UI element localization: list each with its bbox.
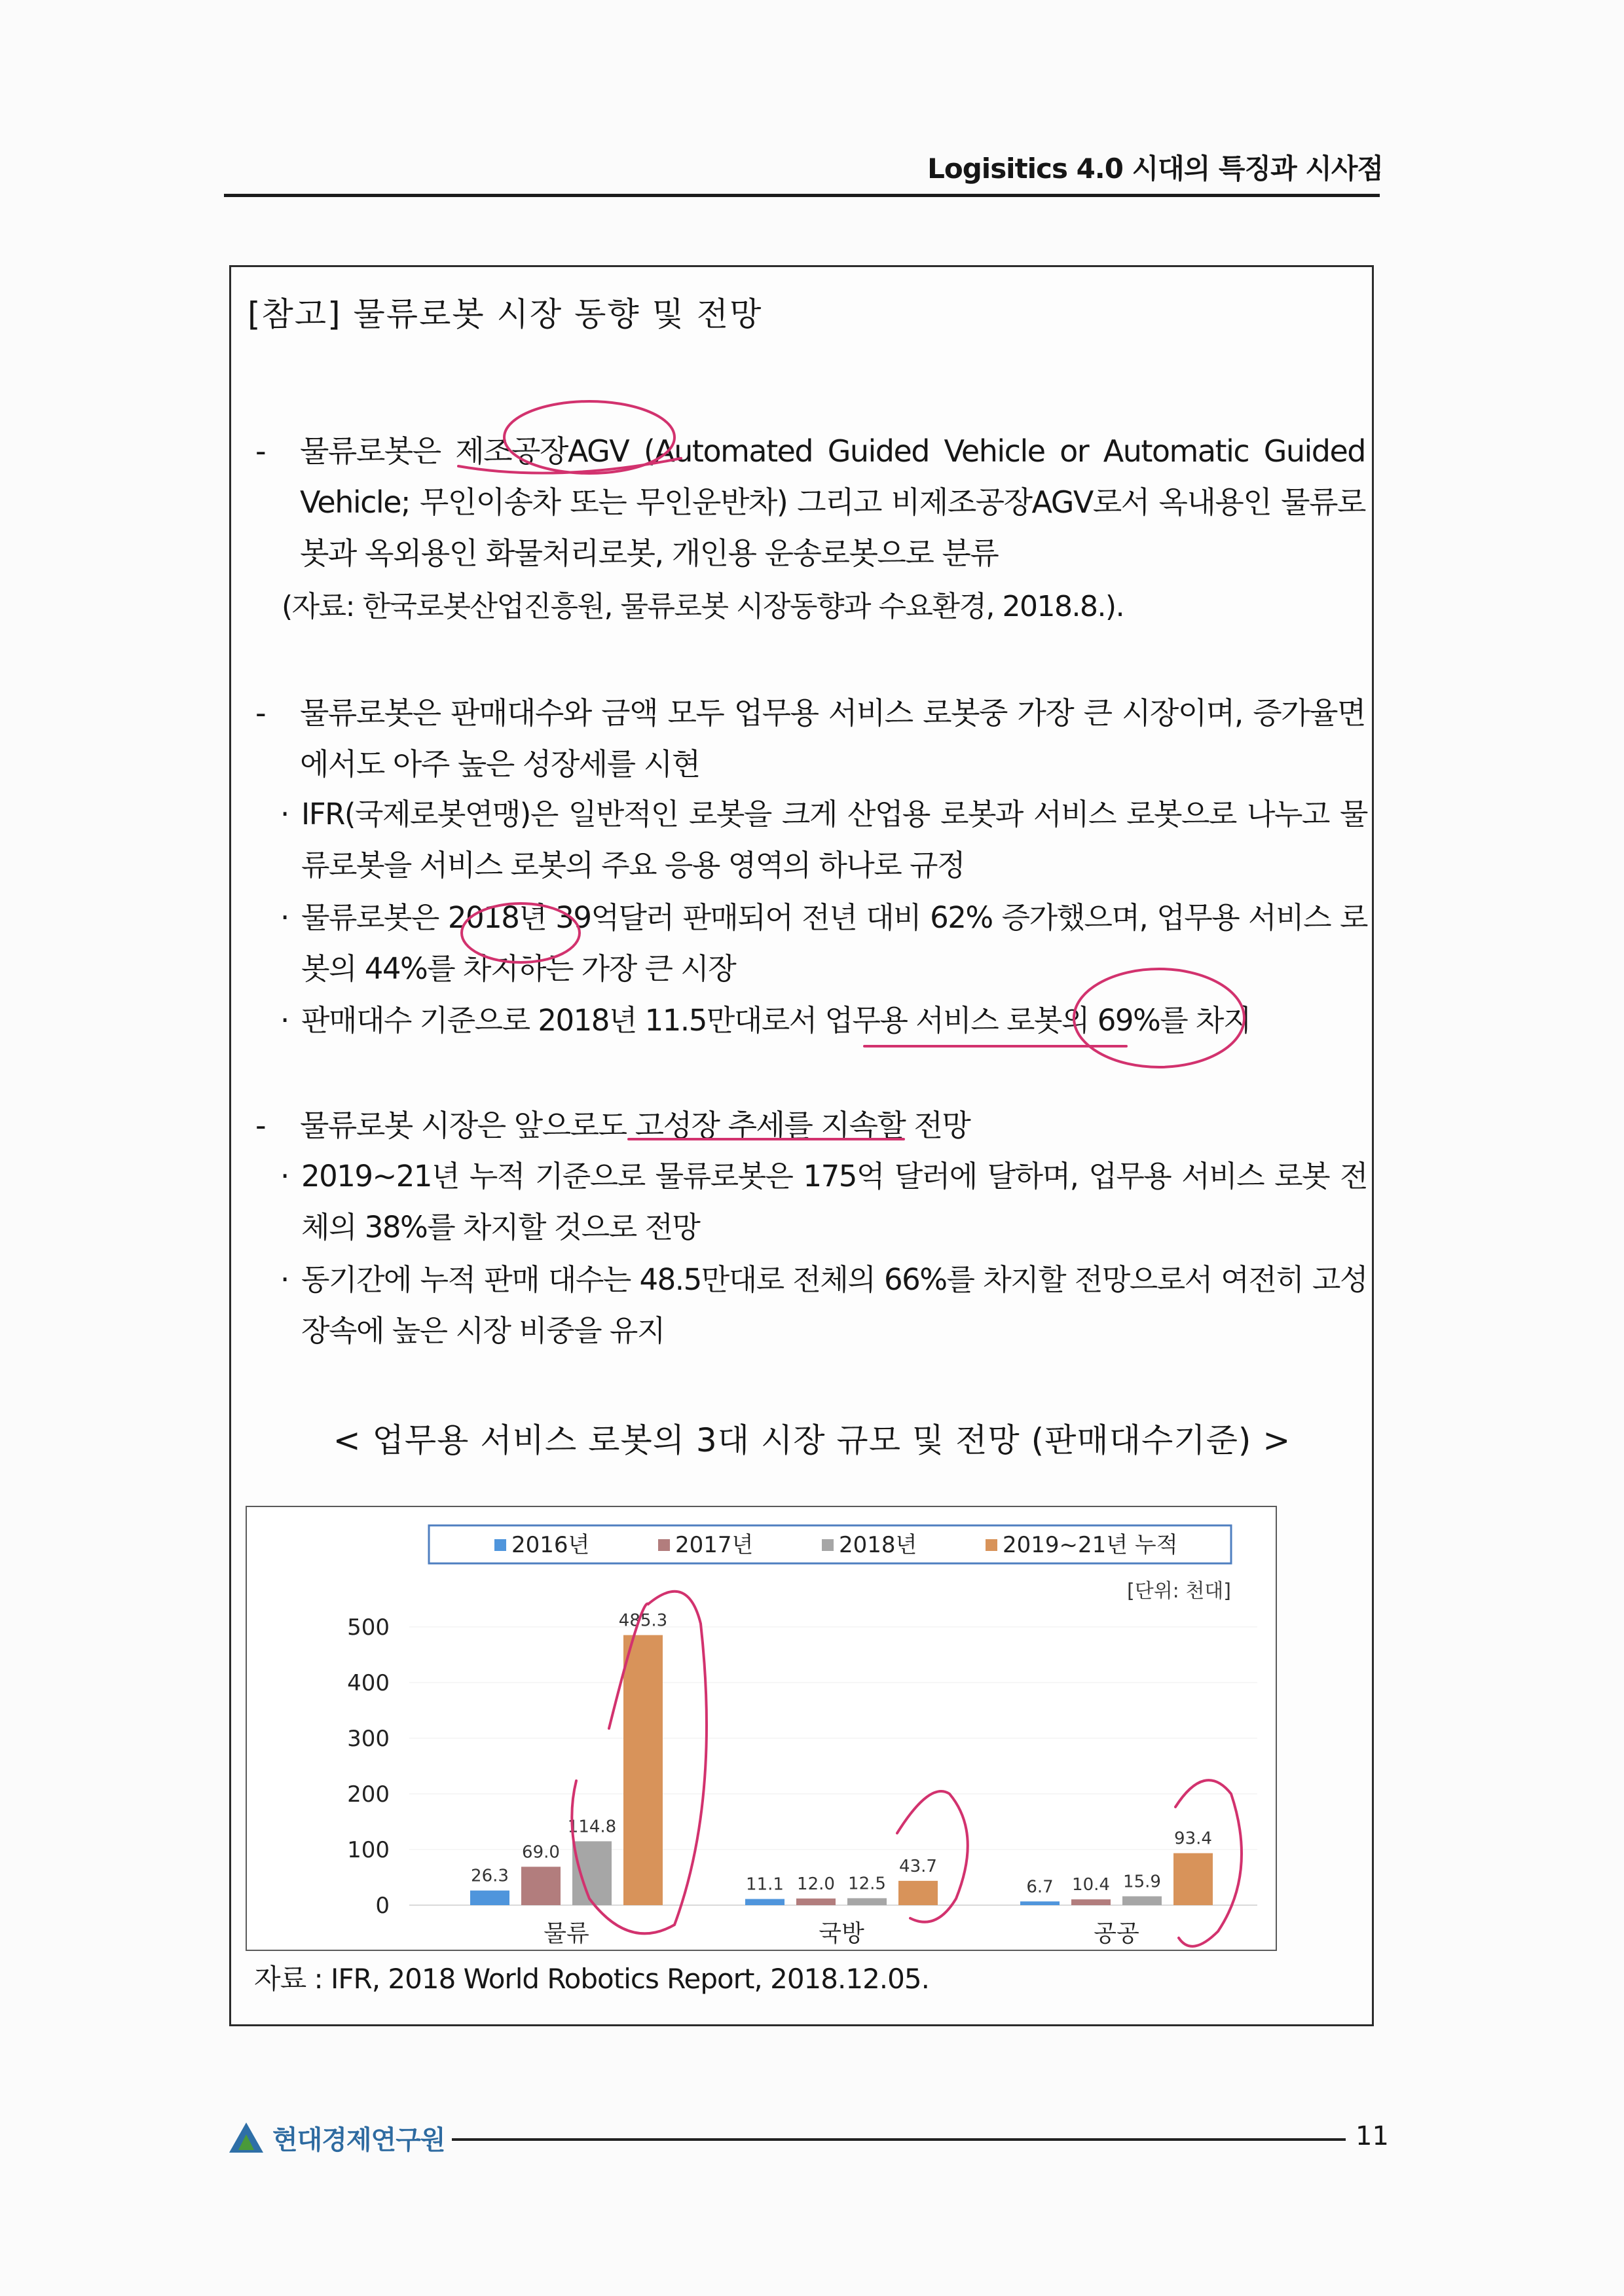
legend-label: 2016년	[511, 1532, 590, 1558]
y-tick-label: 0	[375, 1893, 390, 1919]
legend-label: 2018년	[839, 1532, 917, 1558]
unit-note: [단위: 천대]	[1127, 1580, 1231, 1603]
bar-국방-3	[898, 1881, 938, 1905]
bar-물류-2	[572, 1841, 612, 1905]
bullet-1	[249, 426, 1365, 579]
footer-org-name: 현대경제연구원	[272, 2124, 445, 2155]
data-label: 485.3	[618, 1611, 668, 1631]
sub-bullet	[280, 1254, 1367, 1357]
bullet-dash: -	[255, 433, 266, 469]
data-label: 43.7	[899, 1856, 937, 1876]
bar-국방-1	[796, 1899, 836, 1905]
y-tick-label: 300	[347, 1726, 390, 1752]
bar-물류-3	[623, 1635, 663, 1905]
sub-bullet-text: IFR(국제로봇연맹)은 일반적인 로봇을 크게 산업용 로봇과 서비스 로봇으로 나누고 물류로봇을 서비스 로봇의 주요 응용 영역의 하나로 규정	[301, 797, 1367, 883]
legend-swatch	[658, 1539, 670, 1551]
bar-물류-0	[470, 1891, 509, 1905]
sub-bullet	[280, 995, 1367, 1046]
legend-swatch	[986, 1539, 997, 1551]
reference-box-title: [참고] 물류로봇 시장 동향 및 전망	[248, 295, 763, 333]
data-label: 93.4	[1174, 1829, 1212, 1849]
legend-swatch	[494, 1539, 506, 1551]
bullet-3	[249, 1100, 1365, 1151]
bullet-dash: -	[255, 1108, 266, 1143]
page-number: 11	[1356, 2121, 1389, 2151]
y-tick-label: 500	[347, 1614, 390, 1641]
logo-triangle-icon	[229, 2123, 263, 2153]
data-label: 10.4	[1072, 1875, 1110, 1895]
data-label: 12.0	[797, 1874, 835, 1894]
sub-bullet-marker: ·	[280, 1159, 289, 1194]
legend-label: 2019~21년 누적	[1003, 1532, 1178, 1558]
bullet-3-text: 물류로봇 시장은 앞으로도 고성장 추세를 지속할 전망	[300, 1108, 970, 1143]
sub-bullet-text: 판매대수 기준으로 2018년 11.5만대로서 업무용 서비스 로봇의 69%를 차지	[301, 1003, 1251, 1038]
bar-chart	[246, 1506, 1277, 1951]
x-tick-label: 국방	[819, 1920, 864, 1947]
sub-bullet-text: 물류로봇은 2018년 39억달러 판매되어 전년 대비 62% 증가했으며, 업무용 서비스 로봇의 44%를 차지하는 가장 큰 시장	[301, 900, 1367, 986]
y-tick-label: 400	[347, 1670, 390, 1696]
footer-rule	[452, 2138, 1346, 2141]
bar-물류-1	[521, 1867, 561, 1905]
data-label: 114.8	[567, 1817, 617, 1837]
data-label: 69.0	[522, 1842, 560, 1863]
sub-bullet-text: 동기간에 누적 판매 대수는 48.5만대로 전체의 66%를 차지할 전망으로서 여전히 고성장속에 높은 시장 비중을 유지	[301, 1262, 1367, 1348]
legend-swatch	[822, 1539, 834, 1551]
footer-logo	[229, 2118, 445, 2157]
sub-bullet-marker: ·	[280, 900, 289, 935]
bar-국방-2	[847, 1898, 887, 1905]
x-tick-label: 공공	[1094, 1920, 1139, 1947]
data-label: 15.9	[1123, 1872, 1161, 1892]
sub-bullet	[280, 789, 1367, 891]
bullet-2-text: 물류로봇은 판매대수와 금액 모두 업무용 서비스 로봇중 가장 큰 시장이며, 증가율면에서도 아주 높은 성장세를 시현	[300, 695, 1365, 782]
sub-bullet-marker: ·	[280, 797, 289, 831]
bar-공공-0	[1020, 1901, 1060, 1905]
sub-bullet-text: 2019~21년 누적 기준으로 물류로봇은 175억 달러에 달하며, 업무용 서비스 로봇 전체의 38%를 차지할 것으로 전망	[301, 1159, 1367, 1245]
bar-공공-2	[1122, 1896, 1162, 1905]
header-rule	[224, 194, 1380, 197]
running-header-title: Logisitics 4.0 시대의 특징과 시사점	[927, 153, 1383, 185]
data-label: 12.5	[848, 1874, 886, 1894]
chart-heading: < 업무용 서비스 로봇의 3대 시장 규모 및 전망 (판매대수기준) >	[333, 1421, 1291, 1459]
sub-bullet-marker: ·	[280, 1262, 289, 1297]
legend-label: 2017년	[675, 1532, 754, 1558]
data-label: 6.7	[1026, 1877, 1054, 1897]
data-label: 26.3	[471, 1866, 509, 1886]
data-label: 11.1	[746, 1874, 784, 1895]
sub-bullet-marker: ·	[280, 1003, 289, 1038]
bullet-dash: -	[255, 695, 266, 731]
x-tick-label: 물류	[544, 1920, 589, 1947]
bar-공공-3	[1173, 1853, 1213, 1905]
sub-bullet	[280, 1151, 1367, 1253]
bullet-1-text: 물류로봇은 제조공장AGV (Automated Guided Vehicle or Automatic Guided Vehicle; 무인이송차 또는 무인운반차) 그리고 비제조공장AGV로서 옥내용인 물류로봇과 옥외용인 화물처리로봇, 개인용 운송로봇으로 분류	[300, 433, 1365, 571]
bullet-2	[249, 687, 1365, 790]
y-tick-label: 100	[347, 1837, 390, 1863]
bar-공공-1	[1071, 1899, 1111, 1905]
sub-bullet	[280, 892, 1367, 994]
chart-source: 자료 : IFR, 2018 World Robotics Report, 2018.12.05.	[254, 1963, 929, 1995]
bar-국방-0	[745, 1899, 784, 1905]
bullet-1-source: (자료: 한국로봇산업진흥원, 물류로봇 시장동향과 수요환경, 2018.8.).	[282, 590, 1124, 623]
y-tick-label: 200	[347, 1781, 390, 1808]
